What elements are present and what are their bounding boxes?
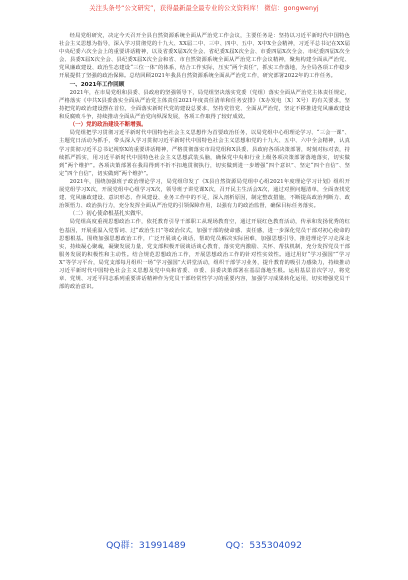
intro-paragraph: 经局党组研究，决定今天召开全县自然资源系统全面从严治党工作会议，主要任务是：坚持以习近平新时代中国特色社会主义思想为指导，深入学习贯彻党的十九大、XX届二中、三中、四中、五中、X中X全会精神，习近平总书记在XX届中央纪委六次全会上的重要讲话精神，以及省委X届X次全会、省纪委X届X次全会、市委四届X次全会、市纪委四届X次全会、县委X届X次全会、县纪委X届X次全会和省、市自然资源系统全面从严治党工作会议精神，聚焦构建全面从严治党、党风廉政建设、政治生态建设“三位一体”的体系，结合工作实际，压实“两个责任”，抓实工作落地，为全局各项工作稳步开展提供了坚强的政治保障。总结回顾2021年我县自然资源系统全面从严治党工作，研究部署2022年的工作任务。 — [59, 33, 350, 80]
promo-banner: 关注头条号“公文研究”，获得最新最全最专业的公文资料库！ 微信：gongwenyj — [89, 5, 319, 12]
subsection-heading-political: （一）党的政治建设不断增强。 — [69, 122, 147, 129]
section-heading: 一、2021年工作回顾 — [69, 81, 125, 88]
contact-footer — [0, 540, 408, 552]
document-body — [59, 32, 350, 291]
subsection-heading-mission: （二）初心使命根基扎实做牢。 — [69, 211, 147, 218]
qq-group-label: QQ群：31991489 — [106, 540, 186, 551]
body-paragraph: 局党组把学习贯彻习近平新时代中国特色社会主义思想作为首要政治任务，以局党组中心组理论学习、“三会一课”、主题党日活动为抓手，带头深入学习贯彻习近平新时代中国特色社会主义思想和党的十九大、五中、六中全会精神，认真学习贯彻习近平总书记视察X的重要讲话精神，严格贯彻落实市局党组和X县委、县政府各项决策部署，时刻对标对表，持续抓严抓实，用习近平新时代中国特色社会主义思想武装头脑，确保党中央和行业上级各项决策部署落地落实，切实做到“两个维护”。各项决策部署在我局得到不折不扣地贯彻执行，切实做到进一步增强“四个意识”、坚定“四个自信”、坚定“四个自信”，切实做到“两个维护”。 — [59, 130, 350, 177]
qq-contact-label: QQ：535304092 — [225, 540, 302, 551]
body-paragraph: 局党组高度重视思想政治工作，依托教育引导干部职工从现场教育空，通过开展红色教育活动，传承和发扬优秀的红色基因，开展重温入党誓词、过“政治生日”等政治仪式，加强干部的使命感、责任感，进一步深化党员干部对初心使命的思想根基。围绕加强思想政治工作，广泛开展谈心谈话，帮助党员解决实际困难，加强思想引导，推进理论学习走深走实，持续凝心聚魂，凝聚发展力量，党支部积极开展谈话谈心教育，落实党内激励、关怀、帮扶机制，充分发挥党员干部服务发展的积极性和主动性。结合规范思想政治工作，开展思想政治工作的针对性实效性。通过用好“学习强国”“学习X”等学习平台，局党支部每月组织一场“学习强国”大讲堂活动，组织干部学习业务，提升教育的吸引力感染力，持续推动习近平新时代中国特色社会主义思想及党中央和省委、市委、县委决策部署在基层落地生根。运用基层首次学习，将党章、党规、习近平同志系列重要讲话精神作为党员干部经常性学习的重要内容，加强学习成果转化运用，切实增强党员干部的政治意识。 — [59, 219, 350, 291]
body-paragraph: 2021年，围绕加强班子政治理论学习，局党组印发了《X县自然资源局党组中心组2021年度理论学习计划》组织开展党组学习X次，开展党组中心组学习X次，领导班子讲党课X次，召开民主生活会X次，通过对照问题清单，全面查找党建、党风廉政建设、意识形态、作风建设、业务工作中的不足，深入剖析原因，制定整改措施，不断提高政治判断力、政治领悟力、政治执行力，充分发挥全面从严治党的引领保障作用，以强有力的政治监督，确保目标任务落实。 — [59, 178, 350, 210]
section-intro-paragraph: 2021年，在市局党组和县委、县政府的坚强领导下，局党组坚决落实党委（党组）落实全面从严治党主体责任规定，严格落实《中共X县委落实全面从严治党主体责任2021年度责任清单和任务安排》（X办发电〔X〕X号）的有关要求，坚持把党的政治建设摆在首位，全面落实新时代党的建设总要求，坚持党管党、全面从严治党，坚定不移推进党风廉政建设和反腐败斗争，持续推动全面从严治党向纵深发展，各项工作取得了较好成效。 — [59, 89, 350, 121]
